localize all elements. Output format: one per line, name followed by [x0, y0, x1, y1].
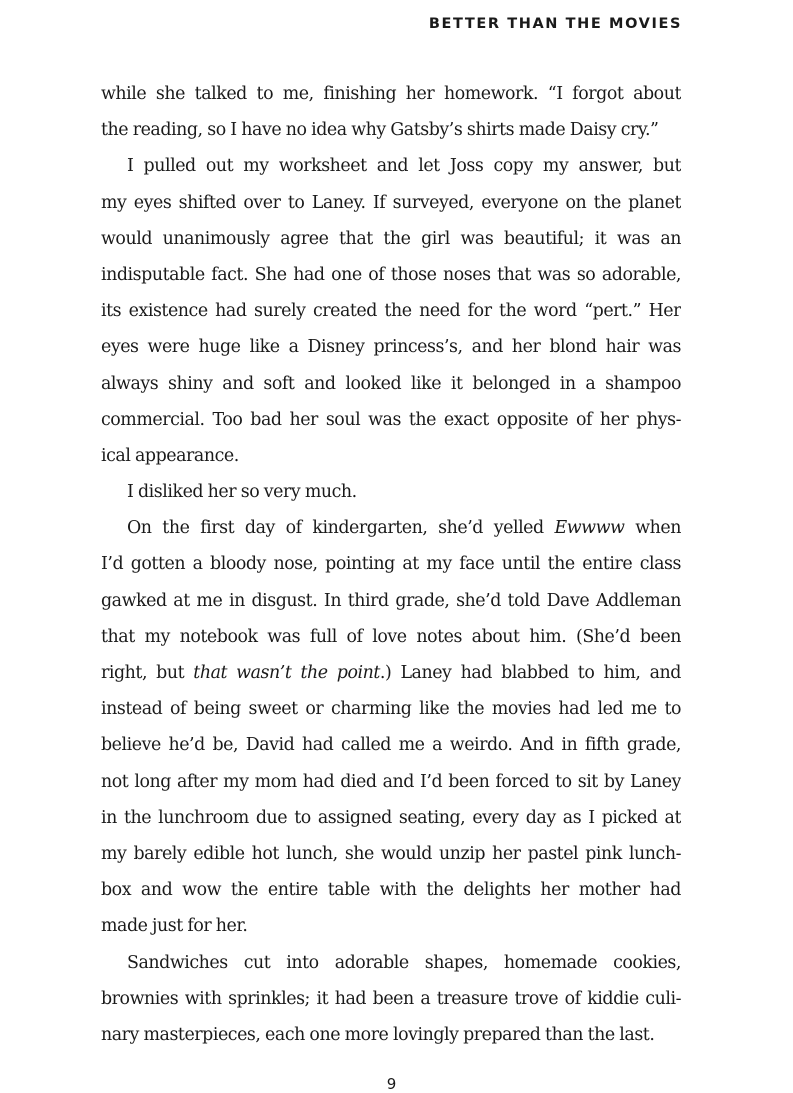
text-line: would unanimously agree that the girl was beautiful; it was an — [101, 228, 681, 249]
text-line: I disliked her so very much. — [127, 482, 357, 503]
text-run: .) Laney had blabbed to him, and — [379, 663, 681, 683]
page-number: 9 — [386, 1075, 397, 1093]
text-line: my eyes shifted over to Laney. If surveyed, everyone on the planet — [101, 192, 681, 213]
text-line: gawked at me in disgust. In third grade, she’d told Dave Addleman — [101, 590, 681, 611]
text-line: nary masterpieces, each one more lovingly prepared than the last. — [101, 1024, 655, 1045]
text-run: when — [624, 518, 681, 539]
text-line: in the lunchroom due to assigned seating, every day as I picked at — [101, 807, 681, 828]
text-run: right, but — [101, 663, 194, 683]
text-line: Sandwiches cut into adorable shapes, homemade cookies, — [127, 952, 681, 973]
text-line: indisputable fact. She had one of those noses that was so adorable, — [101, 264, 681, 285]
text-line — [101, 510, 681, 546]
text-line: commercial. Too bad her soul was the exact opposite of her phys- — [101, 409, 681, 430]
text-line: the reading, so I have no idea why Gatsby’s shirts made Daisy cry.” — [101, 120, 659, 141]
italic-run: that wasn’t the point — [193, 663, 380, 683]
text-line: ical appearance. — [101, 445, 239, 466]
text-line: not long after my mom had died and I’d been forced to sit by Laney — [101, 771, 681, 792]
text-line: I pulled out my worksheet and let Joss copy my answer, but — [127, 156, 681, 177]
text-line: my barely edible hot lunch, she would unzip her pastel pink lunch- — [101, 843, 681, 864]
text-line: box and wow the entire table with the delights her mother had — [101, 880, 681, 901]
text-line — [101, 655, 681, 691]
body-text — [101, 76, 681, 1053]
text-line: instead of being sweet or charming like the movies had led me to — [101, 699, 681, 720]
text-line: believe he’d be, David had called me a weirdo. And in fifth grade, — [101, 735, 681, 756]
text-line: that my notebook was full of love notes about him. (She’d been — [101, 626, 681, 647]
text-line: I’d gotten a bloody nose, pointing at my face until the entire class — [101, 554, 681, 575]
text-line: brownies with sprinkles; it had been a treasure trove of kiddie culi- — [101, 988, 681, 1009]
text-line: while she talked to me, finishing her homework. “I forgot about — [101, 84, 681, 104]
text-line: made just for her. — [101, 916, 248, 937]
text-line: eyes were huge like a Disney princess’s, and her blond hair was — [101, 337, 681, 358]
text-run: On the first day of kindergarten, she’d yelled — [127, 518, 555, 539]
text-line: always shiny and soft and looked like it belonged in a shampoo — [101, 373, 681, 394]
italic-run: Ewwww — [554, 518, 625, 539]
text-line: its existence had surely created the need for the word “pert.” Her — [101, 301, 681, 322]
running-header: BETTER THAN THE MOVIES — [428, 16, 682, 32]
